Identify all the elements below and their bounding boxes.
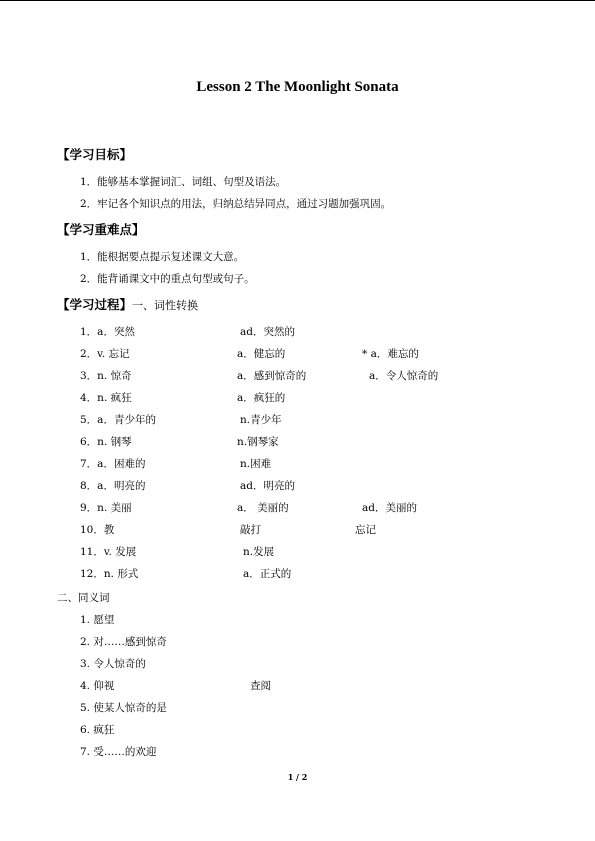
conversion-cell: 2．v. 忘记 xyxy=(80,348,130,360)
conversion-cell: 12．n. 形式 xyxy=(80,568,139,580)
synonym-item: 查阅 xyxy=(250,680,271,692)
page-number: 1 / 2 xyxy=(287,772,308,782)
process-subheading: 一、词性转换 xyxy=(132,299,199,312)
conversion-cell: a．正式的 xyxy=(243,568,292,580)
conversion-cell: 7．a．困难的 xyxy=(80,458,146,470)
conversion-cell: ad．美丽的 xyxy=(362,502,417,514)
conversion-cell: * a．难忘的 xyxy=(362,348,419,360)
conversion-cell: ad．突然的 xyxy=(240,326,295,338)
document-title: Lesson 2 The Moonlight Sonata xyxy=(196,79,399,95)
key-point-item-2: 2．能背诵课文中的重点句型或句子。 xyxy=(80,273,255,285)
goal-item-1: 1．能够基本掌握词汇、词组、句型及语法。 xyxy=(80,176,287,188)
conversion-cell: 10．教 xyxy=(80,524,115,536)
conversion-cell: a．健忘的 xyxy=(237,348,286,360)
section-heading-key-points: 【学习重难点】 xyxy=(57,222,145,237)
goal-item-2: 2．牢记各个知识点的用法，归纳总结异同点，通过习题加强巩固。 xyxy=(80,198,392,210)
conversion-cell: a． 美丽的 xyxy=(237,502,289,514)
conversion-cell: n.钢琴家 xyxy=(237,436,279,448)
synonym-item: 3. 令人惊奇的 xyxy=(80,658,146,670)
conversion-cell: 敲打 xyxy=(240,524,261,536)
synonym-item: 5. 使某人惊奇的是 xyxy=(80,702,167,714)
conversion-cell: a．疯狂的 xyxy=(237,392,286,404)
synonym-item: 2. 对……感到惊奇 xyxy=(80,636,167,648)
conversion-cell: n.青少年 xyxy=(240,414,282,426)
conversion-cell: 11．v. 发展 xyxy=(80,546,137,558)
section-heading-goals: 【学习目标】 xyxy=(57,147,133,162)
conversion-cell: 3．n. 惊奇 xyxy=(80,370,132,382)
synonyms-heading: 二、同义词 xyxy=(57,592,110,604)
process-heading: 【学习过程】 xyxy=(57,297,133,312)
synonym-item: 4. 仰视 xyxy=(80,680,115,692)
synonym-item: 6. 疯狂 xyxy=(80,724,115,736)
conversion-cell: 忘记 xyxy=(355,524,376,536)
conversion-cell: n.发展 xyxy=(243,546,275,558)
conversion-cell: 9．n. 美丽 xyxy=(80,502,132,514)
conversion-cell: n.困难 xyxy=(240,458,272,470)
conversion-cell: 6．n. 钢琴 xyxy=(80,436,132,448)
conversion-cell: 8．a．明亮的 xyxy=(80,480,146,492)
conversion-cell: 5．a．青少年的 xyxy=(80,414,156,426)
conversion-cell: 1．a．突然 xyxy=(80,326,135,338)
conversion-cell: ad．明亮的 xyxy=(240,480,295,492)
synonym-item: 7. 受……的欢迎 xyxy=(80,746,157,758)
synonym-item: 1. 愿望 xyxy=(80,614,115,626)
conversion-cell: a．感到惊奇的 xyxy=(237,370,307,382)
page-top-border xyxy=(0,0,595,1)
section-heading-process xyxy=(57,295,198,313)
conversion-cell: a．令人惊奇的 xyxy=(369,370,439,382)
key-point-item-1: 1．能根据要点提示复述课文大意。 xyxy=(80,251,245,263)
conversion-cell: 4．n. 疯狂 xyxy=(80,392,132,404)
